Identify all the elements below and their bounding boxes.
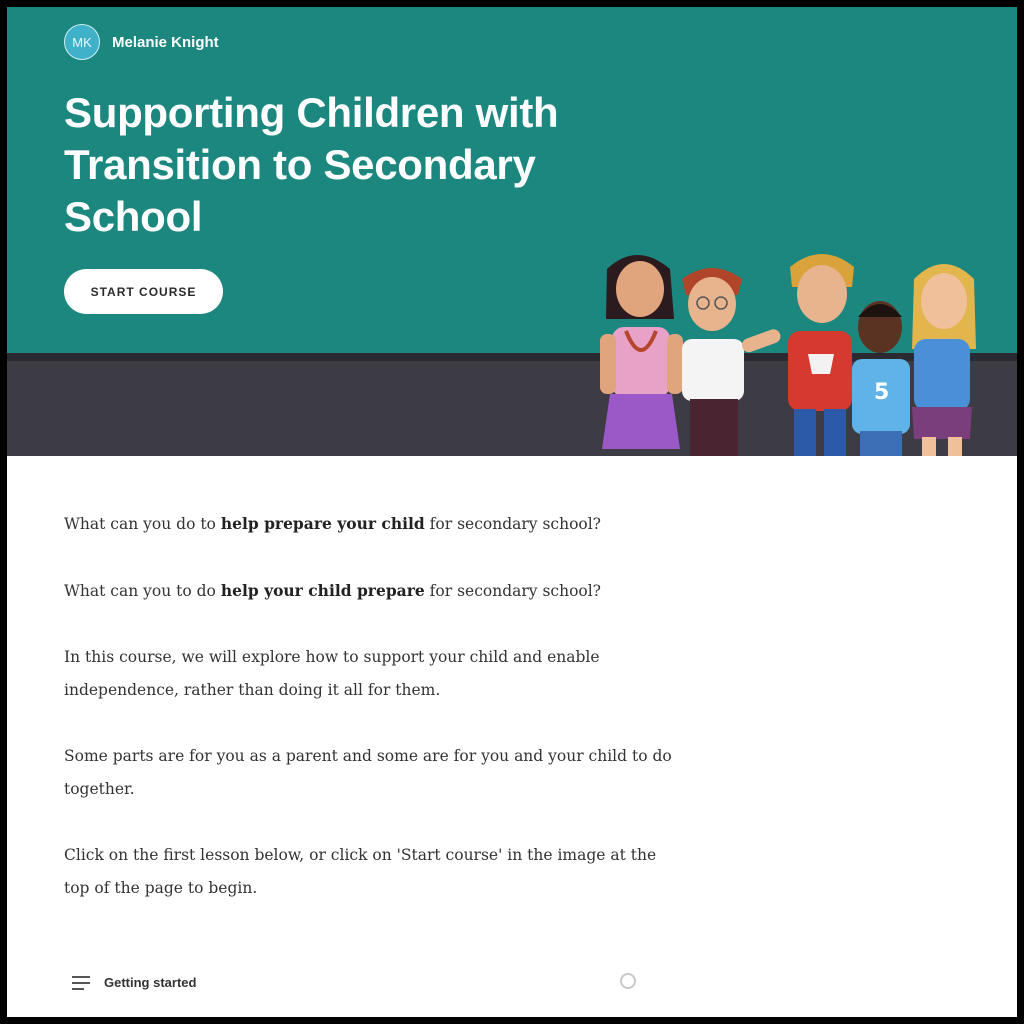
lesson-status-icon xyxy=(620,973,636,989)
child-figure-boy-red-shirt xyxy=(788,254,854,456)
avatar[interactable]: MK xyxy=(64,24,100,60)
child-figure-boy-blue-jersey xyxy=(852,301,910,456)
intro-paragraph-5: Click on the first lesson below, or click on 'Start course' in the image at the top of the page to begin. xyxy=(64,846,657,897)
intro-paragraph-1: What can you do to help prepare your child for secondary school? xyxy=(64,514,601,533)
author-name[interactable]: Melanie Knight xyxy=(112,33,219,51)
course-page xyxy=(7,7,1017,1017)
lesson-title[interactable]: Getting started xyxy=(104,975,197,990)
intro-paragraph-4: Some parts are for you as a parent and some are for you and your child to do together. xyxy=(64,747,672,798)
child-figure-boy-glasses xyxy=(682,268,782,456)
intro-paragraph-3: In this course, we will explore how to support your child and enable independence, rather than doing it all for them. xyxy=(64,648,600,699)
svg-text:5: 5 xyxy=(874,380,890,405)
course-hero xyxy=(7,7,1017,456)
start-course-button[interactable]: START COURSE xyxy=(64,269,223,314)
lines-icon xyxy=(72,976,90,990)
course-title: Supporting Children with Transition to Secondary School xyxy=(64,89,559,240)
course-description xyxy=(64,507,684,938)
children-illustration xyxy=(562,239,982,456)
child-figure-girl-right xyxy=(912,264,976,456)
child-figure-girl-left xyxy=(600,255,683,449)
intro-paragraph-2: What can you to do help your child prepare for secondary school? xyxy=(64,581,601,600)
lesson-item[interactable] xyxy=(64,965,644,1001)
author-info[interactable] xyxy=(64,24,219,60)
